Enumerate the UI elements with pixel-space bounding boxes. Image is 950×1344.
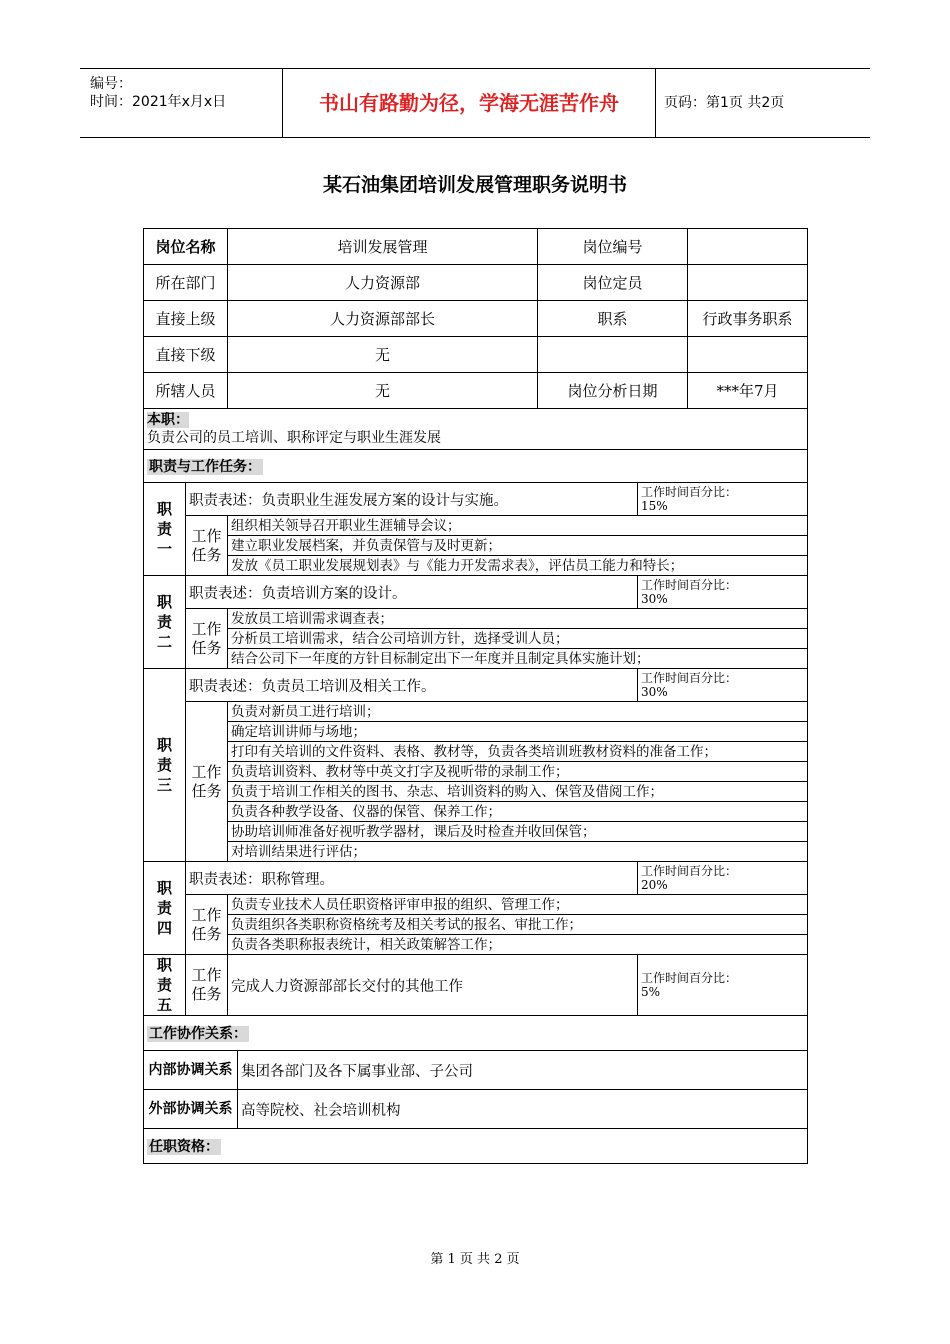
task-item: 负责对新员工进行培训； — [228, 702, 808, 722]
task-row — [144, 762, 808, 782]
task-row — [144, 782, 808, 802]
pct-label: 工作时间百分比： — [641, 671, 738, 685]
main-duty-text: 负责公司的员工培训、职称评定与职业生涯发展 — [147, 430, 441, 446]
info-row-5 — [144, 373, 808, 409]
info-label — [538, 337, 688, 373]
pct-label: 工作时间百分比： — [641, 971, 738, 985]
vertical-text: 职责三 — [156, 736, 172, 794]
duty-desc: 职责表述：负责职业生涯发展方案的设计与实施。 — [186, 483, 638, 516]
task-item: 负责专业技术人员任职资格评审申报的组织、管理工作； — [228, 895, 808, 915]
task-row — [144, 609, 808, 629]
info-row-4 — [144, 337, 808, 373]
qual-label: 任职资格： — [149, 1139, 219, 1155]
duty-desc: 职责表述：负责员工培训及相关工作。 — [186, 669, 638, 702]
task-label — [186, 516, 228, 576]
time-label: 时间：2021年x月x日 — [90, 94, 227, 110]
main-duty-label: 本职： — [147, 412, 189, 428]
task-item: 分析员工培训需求，结合公司培训方针，选择受训人员； — [228, 629, 808, 649]
duty-pct-cell — [638, 862, 808, 895]
duty-row — [144, 576, 808, 609]
task-row — [144, 722, 808, 742]
duty-name — [144, 955, 186, 1016]
info-value — [688, 229, 808, 265]
info-label: 岗位定员 — [538, 265, 688, 301]
document-title: 某石油集团培训发展管理职务说明书 — [322, 174, 627, 196]
info-row-2 — [144, 265, 808, 301]
vertical-text: 职责二 — [156, 593, 172, 651]
vertical-text: 职责五 — [156, 956, 172, 1014]
duty-row — [144, 483, 808, 516]
pct-label: 工作时间百分比： — [641, 864, 738, 878]
duty-desc: 职责表述：职称管理。 — [186, 862, 638, 895]
vertical-text: 职责四 — [156, 879, 172, 937]
task-row — [144, 842, 808, 862]
task-item: 协助培训师准备好视听教学器材，课后及时检查并收回保管； — [228, 822, 808, 842]
task-item: 建立职业发展档案，并负责保管与及时更新； — [228, 536, 808, 556]
info-value: 人力资源部 — [228, 265, 538, 301]
vertical-text: 工作任务 — [191, 966, 222, 1003]
duty-name — [144, 576, 186, 669]
duty-row — [144, 955, 808, 1016]
info-label: 岗位名称 — [144, 229, 228, 265]
task-item: 打印有关培训的文件资料、表格、教材等，负责各类培训班教材资料的准备工作； — [228, 742, 808, 762]
external-coord-row — [144, 1090, 808, 1129]
coord-section-header — [144, 1016, 808, 1051]
task-item: 负责于培训工作相关的图书、杂志、培训资料的购入、保管及借阅工作； — [228, 782, 808, 802]
job-description-table — [143, 228, 808, 1164]
duty-name — [144, 483, 186, 576]
info-label: 岗位编号 — [538, 229, 688, 265]
duty-name — [144, 669, 186, 862]
info-label: 岗位分析日期 — [538, 373, 688, 409]
pct-value: 15% — [641, 499, 668, 513]
info-label: 所在部门 — [144, 265, 228, 301]
pct-value: 20% — [641, 878, 668, 892]
task-row — [144, 516, 808, 536]
task-row — [144, 556, 808, 576]
task-label — [186, 702, 228, 862]
external-text: 高等院校、社会培训机构 — [238, 1090, 808, 1129]
task-item: 负责组织各类职称资格统考及相关考试的报名、审批工作； — [228, 915, 808, 935]
vertical-text: 职责一 — [156, 500, 172, 558]
task-item: 发放《员工职业发展规划表》与《能力开发需求表》，评估员工能力和特长； — [228, 556, 808, 576]
task-row — [144, 895, 808, 915]
header-slogan: 书山有路勤为径，学海无涯苦作舟 — [283, 69, 656, 137]
page-footer: 第 1 页 共 2 页 — [430, 1252, 520, 1267]
pct-value: 5% — [641, 985, 661, 999]
task-item: 负责培训资料、教材等中英文打字及视听带的录制工作； — [228, 762, 808, 782]
task-item: 完成人力资源部部长交付的其他工作 — [228, 955, 638, 1016]
info-row-3 — [144, 301, 808, 337]
info-value: 无 — [228, 337, 538, 373]
task-item: 确定培训讲师与场地； — [228, 722, 808, 742]
info-value: 培训发展管理 — [228, 229, 538, 265]
code-label: 编号： — [90, 76, 132, 92]
task-item: 负责各种教学设备、仪器的保管、保养工作； — [228, 802, 808, 822]
info-value: 人力资源部部长 — [228, 301, 538, 337]
duty-row — [144, 862, 808, 895]
task-item: 组织相关领导召开职业生涯辅导会议； — [228, 516, 808, 536]
duty-name — [144, 862, 186, 955]
task-item: 负责各类职称报表统计，相关政策解答工作； — [228, 935, 808, 955]
task-item: 发放员工培训需求调查表； — [228, 609, 808, 629]
task-row — [144, 629, 808, 649]
task-row — [144, 822, 808, 842]
coord-label: 工作协作关系： — [149, 1026, 247, 1042]
task-label — [186, 955, 228, 1016]
info-value: 行政事务职系 — [688, 301, 808, 337]
vertical-text: 工作任务 — [191, 905, 222, 943]
task-row — [144, 935, 808, 955]
header-page-info: 页码：第1页 共2页 — [664, 95, 785, 111]
internal-text: 集团各部门及各下属事业部、子公司 — [238, 1051, 808, 1090]
task-row — [144, 802, 808, 822]
info-label: 职系 — [538, 301, 688, 337]
qual-section-header — [144, 1129, 808, 1164]
info-value: 无 — [228, 373, 538, 409]
info-value: ***年7月 — [688, 373, 808, 409]
task-row — [144, 742, 808, 762]
external-label: 外部协调关系 — [144, 1090, 238, 1129]
duty-pct-cell — [638, 955, 808, 1016]
pct-value: 30% — [641, 685, 668, 699]
info-value — [688, 265, 808, 301]
info-label: 直接上级 — [144, 301, 228, 337]
task-label — [186, 609, 228, 669]
pct-value: 30% — [641, 592, 668, 606]
vertical-text: 工作任务 — [191, 619, 222, 657]
duties-section-header — [144, 450, 808, 483]
task-label — [186, 895, 228, 955]
vertical-text: 工作任务 — [191, 526, 222, 564]
page-header — [80, 68, 870, 138]
task-row — [144, 915, 808, 935]
pct-label: 工作时间百分比： — [641, 578, 738, 592]
duty-pct-cell — [638, 576, 808, 609]
internal-label: 内部协调关系 — [144, 1051, 238, 1090]
duty-row — [144, 669, 808, 702]
task-row — [144, 649, 808, 669]
duty-desc: 职责表述：负责培训方案的设计。 — [186, 576, 638, 609]
duty-pct-cell — [638, 483, 808, 516]
header-meta — [80, 69, 283, 137]
internal-coord-row — [144, 1051, 808, 1090]
duties-label: 职责与工作任务： — [149, 459, 261, 475]
pct-label: 工作时间百分比： — [641, 485, 738, 499]
info-label: 直接下级 — [144, 337, 228, 373]
task-row — [144, 702, 808, 722]
info-label: 所辖人员 — [144, 373, 228, 409]
duty-pct-cell — [638, 669, 808, 702]
info-row-1 — [144, 229, 808, 265]
info-value — [688, 337, 808, 373]
task-item: 对培训结果进行评估； — [228, 842, 808, 862]
task-row — [144, 536, 808, 556]
vertical-text: 工作任务 — [191, 762, 222, 800]
task-item: 结合公司下一年度的方针目标制定出下一年度并且制定具体实施计划； — [228, 649, 808, 669]
main-duty-row — [144, 409, 808, 450]
